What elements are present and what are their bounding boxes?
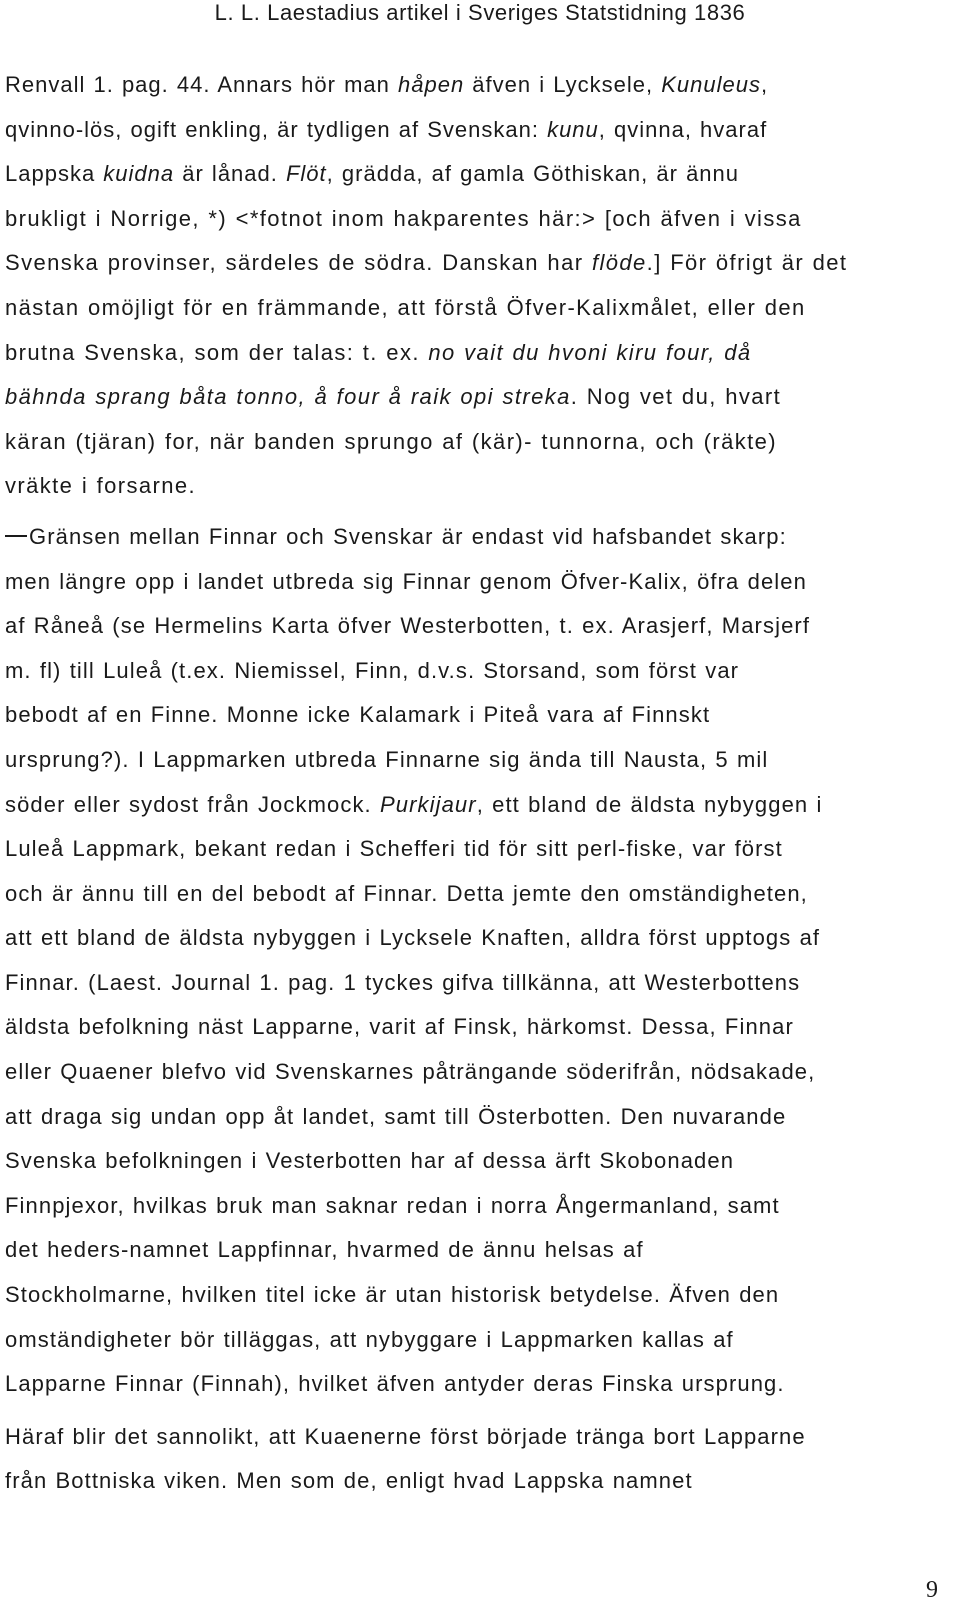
- document-body: [5, 63, 945, 1504]
- text-line: [5, 63, 945, 108]
- text-run: .: [646, 250, 655, 276]
- text-line: [5, 515, 945, 560]
- text-line: Finnpjexor, hvilkas bruk man saknar redan i norra Ångermanland, samt: [5, 1192, 780, 1218]
- text-line: [5, 783, 945, 828]
- text-run: Gränsen mellan Finnar och Svenskar är endast vid hafsbandet skarp:: [29, 523, 787, 549]
- text-line: att ett bland de äldsta nybyggen i Lycksele Knaften, alldra först upptogs af: [5, 925, 821, 951]
- text-run: äfven i Lycksele,: [464, 72, 662, 97]
- page-number: 9: [926, 1577, 938, 1603]
- text-run: är lånad.: [174, 161, 286, 187]
- italic-term: Purkijaur: [379, 791, 477, 817]
- text-line: käran (tjäran) for, när banden sprungo af (kär)- tunnorna, och (räkte): [5, 428, 778, 454]
- text-line: Svenska befolkningen i Vesterbotten har af dessa ärft Skobonaden: [5, 1148, 735, 1174]
- text-line: och är ännu till en del bebodt af Finnar. Detta jemte den omständigheten,: [5, 880, 808, 906]
- italic-term: kuidna: [103, 161, 175, 187]
- text-line: men längre opp i landet utbreda sig Finnar genom Öfver-Kalix, öfra delen: [5, 568, 807, 594]
- text-run: Renvall 1. pag. 44. Annars hör man: [5, 72, 398, 97]
- text-line: brukligt i Norrige, *) <*fotnot inom hakparentes här:> [och äfven i vissa: [5, 205, 802, 231]
- text-line: af Råneå (se Hermelins Karta öfver Westerbotten, t. ex. Arasjerf, Marsjerf: [5, 613, 811, 639]
- italic-term: Flöt: [285, 161, 327, 187]
- dialect-quote: no vait du hvoni kiru four, då: [428, 339, 752, 365]
- text-run: ] För öfrigt är det: [654, 250, 848, 276]
- paragraph-etymology: [5, 63, 945, 509]
- text-line: [5, 331, 945, 376]
- text-line: vräkte i forsarne.: [5, 473, 197, 499]
- paragraph-gap: [5, 1407, 945, 1415]
- running-header: L. L. Laestadius artikel i Sveriges Statstidning 1836: [214, 0, 746, 25]
- text-line: att draga sig undan opp åt landet, samt till Österbotten. Den nuvarande: [5, 1103, 787, 1129]
- text-run: söder eller sydost från Jockmock.: [5, 791, 380, 817]
- text-run: brutna Svenska, som der talas: t. ex.: [5, 339, 429, 365]
- text-line: [5, 152, 945, 197]
- text-line: Stockholmarne, hvilken titel icke är utan historisk betydelse. Äfven den: [5, 1282, 780, 1308]
- paragraph-finnish-settlement: [5, 515, 945, 1407]
- text-run: , ett bland de äldsta nybyggen i: [476, 791, 823, 817]
- text-line: omständigheter bör tilläggas, att nybyggare i Lappmarken kallas af: [5, 1326, 734, 1352]
- text-run: Svenska provinser, särdeles de södra. Danskan har: [5, 250, 592, 276]
- text-line: äldsta befolkning näst Lapparne, varit af Finsk, härkomst. Dessa, Finnar: [5, 1014, 794, 1040]
- text-line: Finnar. (Laest. Journal 1. pag. 1 tyckes gifva tillkänna, att Westerbottens: [5, 969, 801, 995]
- text-line: [5, 108, 945, 153]
- text-line: det heders-namnet Lappfinnar, hvarmed de ännu helsas af: [5, 1237, 644, 1263]
- text-line: Luleå Lappmark, bekant redan i Schefferi tid för sitt perl-fiske, var först: [5, 836, 783, 862]
- text-line: ursprung?). I Lappmarken utbreda Finnarne sig ända till Nausta, 5 mil: [5, 746, 769, 772]
- italic-term: håpen: [398, 72, 465, 97]
- text-run: qvinno-lös, ogift enkling, är tydligen af Svenskan:: [5, 116, 548, 142]
- text-line: m. fl) till Luleå (t.ex. Niemissel, Finn, d.v.s. Storsand, som först var: [5, 657, 740, 683]
- text-run: , qvinna, hvaraf: [598, 116, 768, 142]
- text-line: Lapparne Finnar (Finnah), hvilket äfven antyder deras Finska ursprung.: [5, 1371, 785, 1397]
- text-line: nästan omöjligt för en främmande, att förstå Öfver-Kalixmålet, eller den: [5, 294, 806, 320]
- text-run: . Nog vet du, hvart: [570, 384, 782, 410]
- text-run: , grädda, af gamla Göthiskan, är ännu: [326, 161, 740, 187]
- text-run: ,: [760, 72, 769, 97]
- text-line: [5, 241, 945, 286]
- text-run: Lappska: [5, 161, 104, 187]
- em-dash: [5, 535, 27, 537]
- text-line: [5, 375, 945, 420]
- dialect-quote: bähnda sprang båta tonno, å four å raik opi streka: [5, 384, 571, 410]
- text-line: från Bottniska viken. Men som de, enligt hvad Lappska namnet: [5, 1468, 693, 1494]
- paragraph-conclusion: [5, 1415, 945, 1504]
- italic-term: kunu: [547, 116, 599, 142]
- text-line: eller Quaener blefvo vid Svenskarnes påträngande söderifrån, nödsakade,: [5, 1059, 816, 1085]
- italic-term: Kunuleus: [661, 72, 761, 97]
- text-line: Häraf blir det sannolikt, att Kuaenerne först började tränga bort Lapparne: [5, 1423, 806, 1449]
- italic-term: flöde: [591, 250, 647, 276]
- text-line: bebodt af en Finne. Monne icke Kalamark i Piteå vara af Finnskt: [5, 702, 711, 728]
